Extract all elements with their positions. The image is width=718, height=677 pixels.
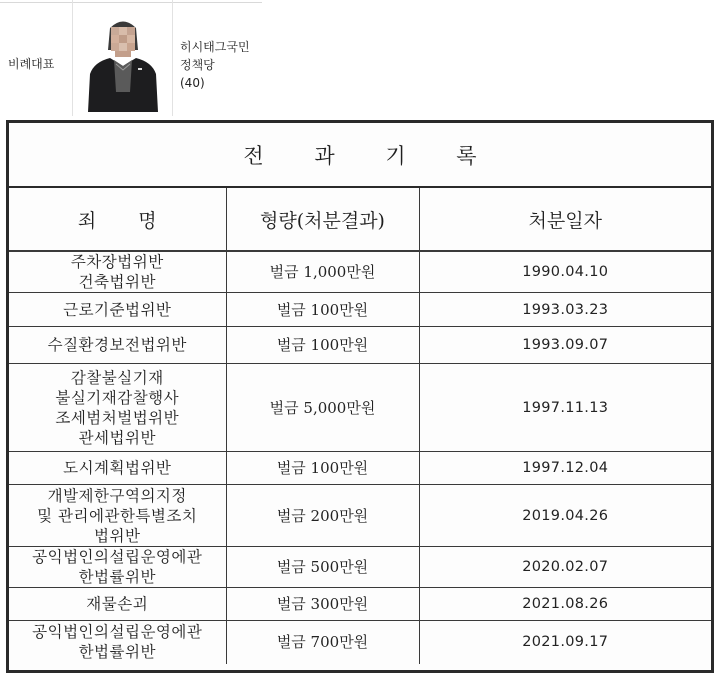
- crime-name-line: 조세범처벌법위반: [55, 408, 180, 427]
- crime-name-line: 및 관리에관한특별조치: [37, 506, 198, 525]
- candidate-photo: [80, 14, 166, 112]
- criminal-record-document: [6, 120, 714, 673]
- party-info: [180, 38, 250, 92]
- crime-name-cell: [9, 452, 226, 485]
- crime-name-line: 한법률위반: [78, 568, 156, 586]
- table-row: [9, 251, 711, 293]
- cell-divider: [172, 0, 173, 116]
- table-row: [9, 485, 711, 547]
- crime-name-cell: [9, 293, 226, 327]
- disposition-date-cell: 1990.04.10: [419, 251, 711, 293]
- column-header-penalty: 형량(처분결과): [226, 188, 419, 251]
- disposition-date-cell: 2021.08.26: [419, 588, 711, 621]
- disposition-date-cell: 1997.11.13: [419, 364, 711, 452]
- crime-name-line: 공익법인의설립운영에관: [32, 623, 203, 642]
- crime-name-line: 공익법인의설립운영에관: [32, 548, 203, 566]
- party-name-line1: 히시태그국민: [180, 40, 250, 54]
- penalty-cell: 벌금 5,000만원: [226, 364, 419, 452]
- crime-name-cell: [9, 621, 226, 664]
- disposition-date-cell: 1993.03.23: [419, 293, 711, 327]
- penalty-cell: 벌금 500만원: [226, 547, 419, 588]
- column-header-crime: 죄 명: [9, 188, 226, 251]
- crime-name-line: 한법률위반: [78, 643, 156, 662]
- penalty-cell: 벌금 300만원: [226, 588, 419, 621]
- penalty-cell: 벌금 1,000만원: [226, 251, 419, 293]
- table-row: [9, 364, 711, 452]
- disposition-date-cell: 2021.09.17: [419, 621, 711, 664]
- table-row: [9, 621, 711, 664]
- crime-name-cell: [9, 364, 226, 452]
- crime-name-line: 근로기준법위반: [63, 300, 172, 319]
- disposition-date-cell: 1993.09.07: [419, 327, 711, 364]
- crime-name-line: 관세법위반: [78, 428, 156, 447]
- column-header-date: 처분일자: [419, 188, 711, 251]
- table-row: [9, 452, 711, 485]
- crime-name-cell: [9, 251, 226, 293]
- table-row: [9, 588, 711, 621]
- disposition-date-cell: 1997.12.04: [419, 452, 711, 485]
- crime-name-line: 감찰불실기재: [70, 368, 164, 387]
- disposition-date-cell: 2019.04.26: [419, 485, 711, 547]
- record-table: [9, 188, 711, 664]
- crime-name-line: 재물손괴: [86, 595, 149, 613]
- penalty-cell: 벌금 100만원: [226, 327, 419, 364]
- penalty-cell: 벌금 100만원: [226, 293, 419, 327]
- penalty-cell: 벌금 700만원: [226, 621, 419, 664]
- record-title: 전 과 기 록: [9, 123, 711, 188]
- crime-name-cell: [9, 327, 226, 364]
- crime-name-line: 법위반: [94, 526, 141, 545]
- table-row: [9, 327, 711, 364]
- candidate-age: (40): [180, 76, 205, 90]
- crime-name-line: 건축법위반: [78, 273, 156, 291]
- candidate-type-label: 비례대표: [8, 57, 55, 71]
- party-name-line2: 정책당: [180, 58, 215, 72]
- disposition-date-cell: 2020.02.07: [419, 547, 711, 588]
- candidate-header: [0, 0, 718, 116]
- cell-divider: [72, 0, 73, 116]
- penalty-cell: 벌금 100만원: [226, 452, 419, 485]
- header-divider-line: [0, 2, 262, 3]
- crime-name-line: 도시계획법위반: [63, 459, 172, 477]
- crime-name-line: 수질환경보전법위반: [47, 336, 187, 354]
- crime-name-line: 개발제한구역의지정: [47, 486, 187, 505]
- table-row: [9, 293, 711, 327]
- table-header-row: [9, 188, 711, 251]
- table-row: [9, 547, 711, 588]
- crime-name-cell: [9, 588, 226, 621]
- penalty-cell: 벌금 200만원: [226, 485, 419, 547]
- crime-name-cell: [9, 547, 226, 588]
- crime-name-line: 불실기재감찰행사: [55, 388, 180, 407]
- crime-name-line: 주차장법위반: [70, 253, 164, 271]
- crime-name-cell: [9, 485, 226, 547]
